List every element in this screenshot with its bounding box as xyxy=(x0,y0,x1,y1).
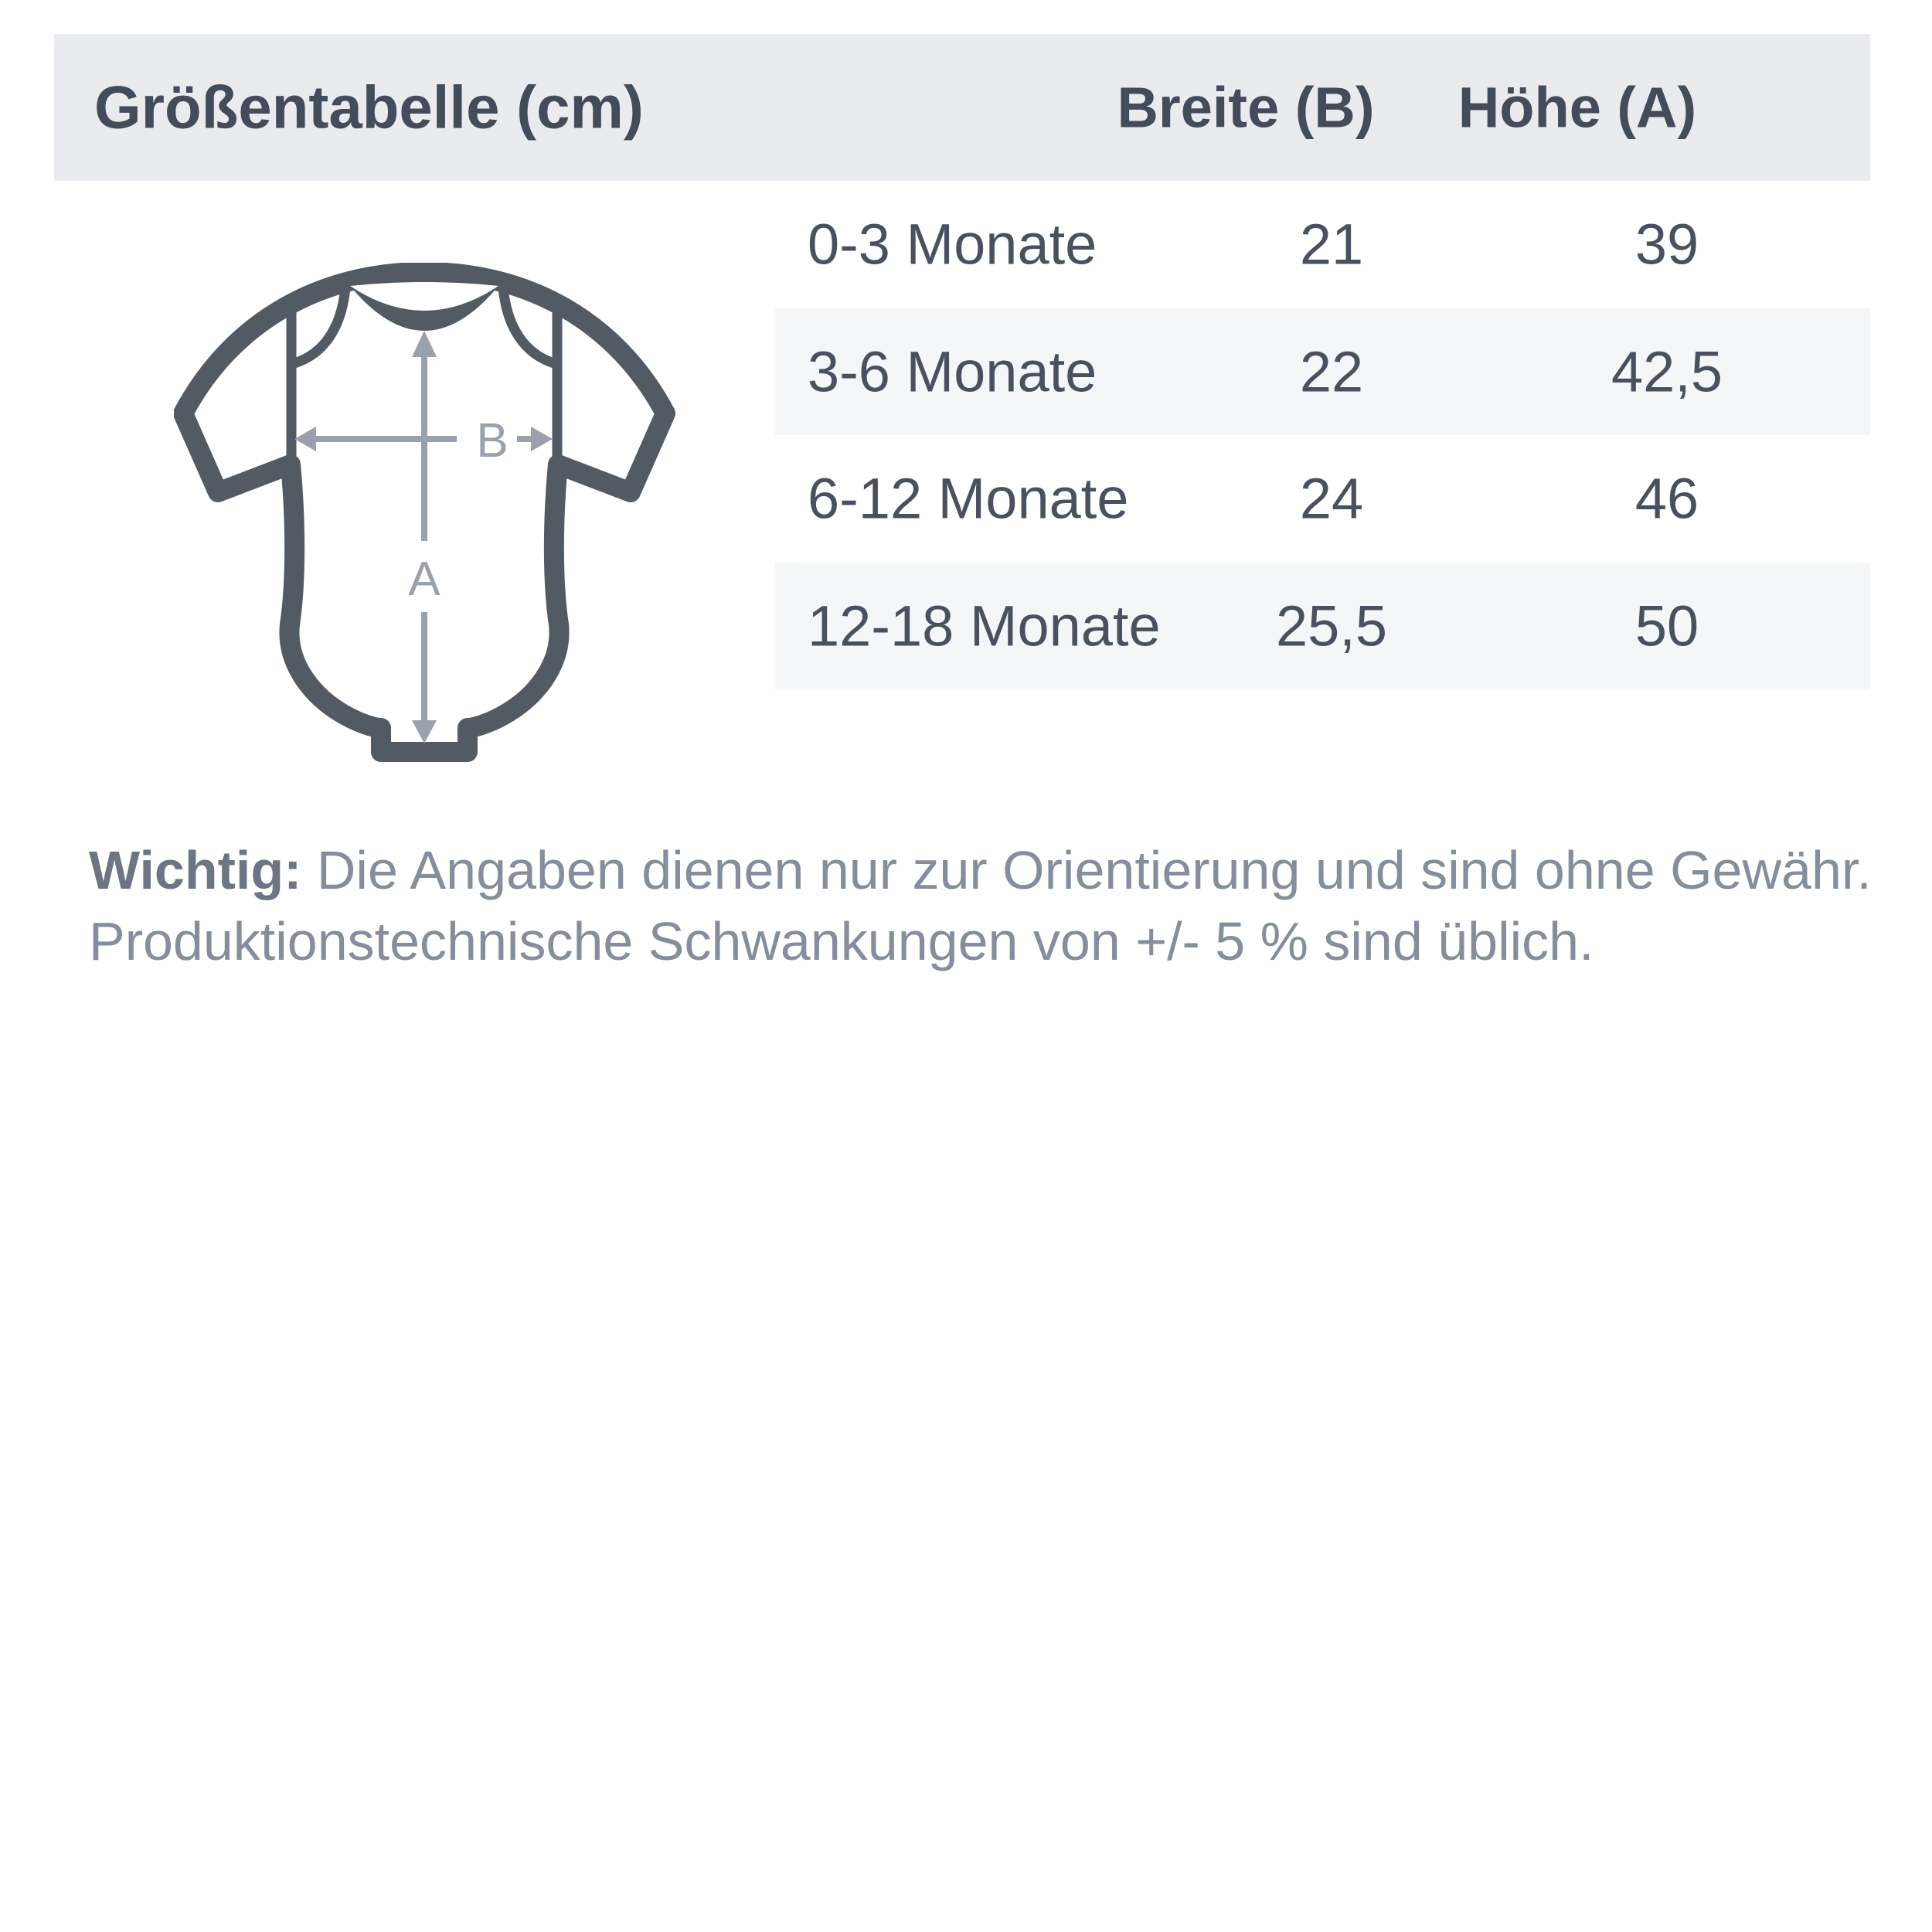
disclaimer-text-2: Produktionstechnische Schwankungen von +/- 5 % sind üblich. xyxy=(89,911,1594,971)
height-value: 50 xyxy=(1634,594,1699,658)
size-label: 6-12 Monate xyxy=(808,466,1129,531)
disclaimer-line-2 xyxy=(89,906,1882,977)
width-value: 22 xyxy=(1299,339,1364,404)
table-row xyxy=(775,308,1870,436)
width-arrow-label: B xyxy=(476,414,509,468)
baby-bodysuit-diagram xyxy=(174,263,684,773)
disclaimer-bold: Wichtig: xyxy=(89,840,302,900)
size-label: 0-3 Monate xyxy=(808,212,1097,277)
size-chart-header xyxy=(54,34,1870,181)
table-row xyxy=(775,435,1870,563)
width-value: 25,5 xyxy=(1275,594,1388,658)
size-label: 3-6 Monate xyxy=(808,339,1097,404)
bodysuit-icon xyxy=(174,263,684,773)
height-value: 39 xyxy=(1634,212,1699,277)
width-value: 24 xyxy=(1299,466,1364,531)
column-header-hoehe: Höhe (A) xyxy=(1458,75,1697,140)
height-value: 46 xyxy=(1634,466,1699,531)
disclaimer-text-1: Die Angaben dienen nur zur Orientierung und sind ohne Gewähr. xyxy=(301,840,1872,900)
height-value: 42,5 xyxy=(1611,339,1723,404)
page-title: Größentabelle (cm) xyxy=(94,73,644,141)
table-row xyxy=(775,563,1870,690)
size-label: 12-18 Monate xyxy=(808,594,1161,658)
table-row xyxy=(775,181,1870,308)
column-header-breite: Breite (B) xyxy=(1117,75,1375,140)
size-table-body xyxy=(775,181,1870,689)
height-arrow-label: A xyxy=(408,553,440,606)
width-value: 21 xyxy=(1299,212,1364,277)
disclaimer-note xyxy=(89,835,1882,977)
disclaimer-line-1 xyxy=(89,835,1882,906)
